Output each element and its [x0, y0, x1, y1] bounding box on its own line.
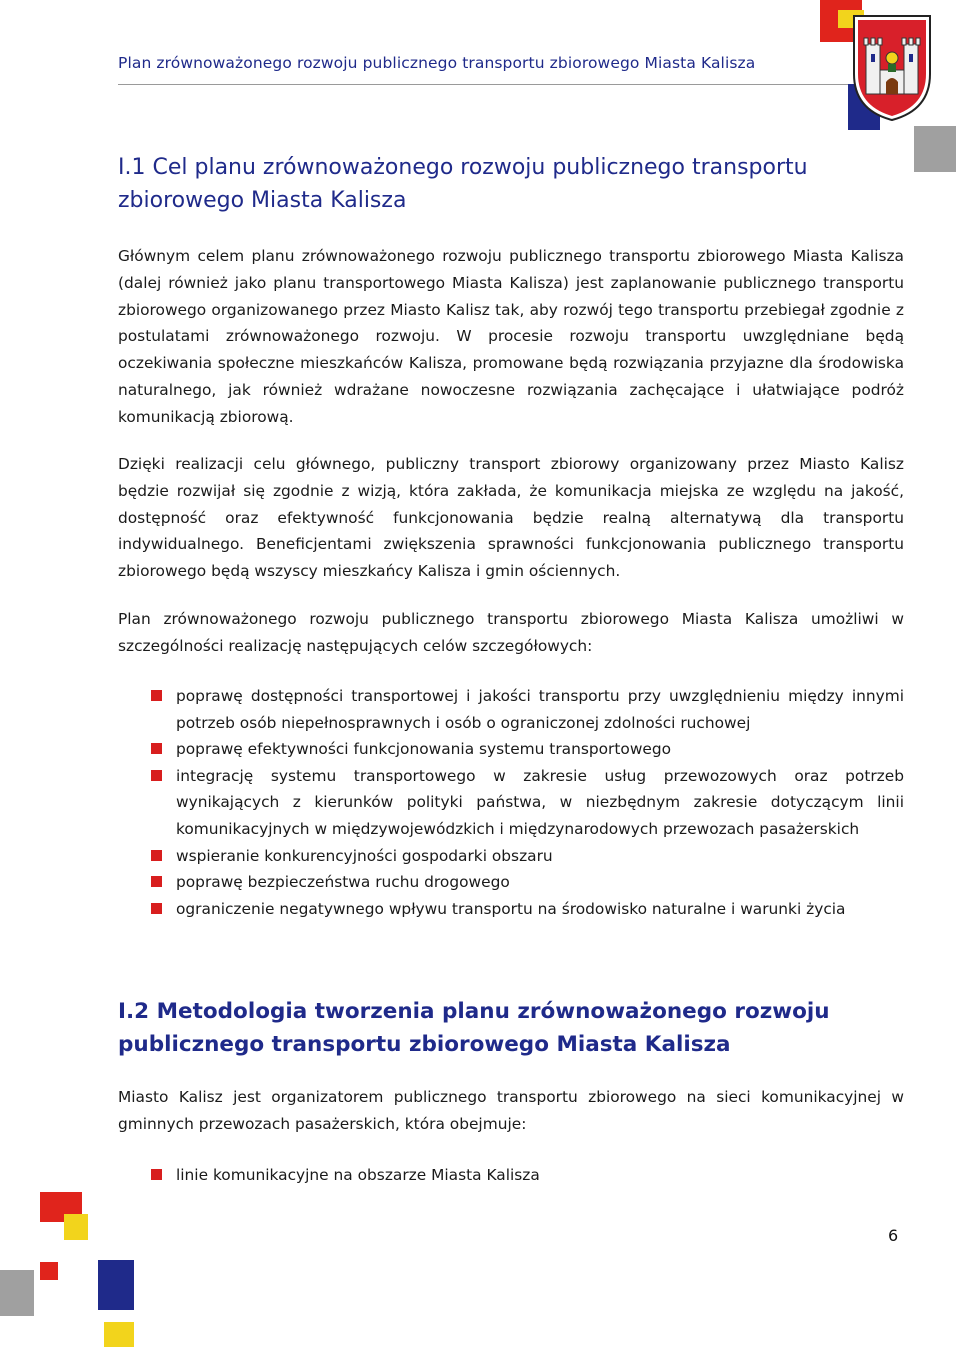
list-item: integrację systemu transportowego w zakresie usług przewozowych oraz potrzeb wynikających z kierunków polityki państwa, w niezbędnym zakresie dotyczącym linii komunikacyjnych w międzywojewódzkich i międzynarodowych przewozach pasażerskich — [118, 763, 904, 843]
deco-navy-square — [98, 1260, 134, 1310]
deco-yellow-square — [64, 1214, 88, 1240]
network-list — [118, 1162, 908, 1189]
bullet-square-icon — [151, 876, 162, 887]
running-header-title: Plan zrównoważonego rozwoju publicznego transportu zbiorowego Miasta Kalisza — [118, 54, 756, 72]
body-paragraph: Plan zrównoważonego rozwoju publicznego transportu zbiorowego Miasta Kalisza umożliwi w szczególności realizację następujących celów szczegółowych: — [118, 610, 904, 655]
section-heading — [118, 151, 908, 217]
body-paragraph: Głównym celem planu zrównoważonego rozwoju publicznego transportu zbiorowego Miasta Kalisza (dalej również jako planu transportowego Miasta Kalisza) jest zaplanowanie publicznego transportu zbiorowego organizowanego przez Miasto Kalisz tak, aby rozwój tego transportu przebiegał zgodnie z postulatami zrównoważonego rozwoju. W procesie rozwoju transportu uwzględniane będą oczekiwania społeczne mieszkańców Kalisza, promowane będą rozwiązania przyjazne dla środowiska naturalnego, jak również wdrażane nowoczesne rozwiązania zachęcające i ułatwiające podróż komunikacją zbiorową. — [118, 247, 904, 426]
body-paragraph: Dzięki realizacji celu głównego, publiczny transport zbiorowy organizowany przez Miasto Kalisz będzie rozwijał się zgodnie z wizją, która zakłada, że komunikacja miejska ze względu na jakość, dostępność oraz efektywność funkcjonowania będzie realną alternatywą dla transportu indywidualnego. Beneficjentami zwiększenia sprawności funkcjonowania publicznego transportu zbiorowego będą wszyscy mieszkańcy Kalisza i gmin ościennych. — [118, 455, 904, 581]
deco-yellow-square — [104, 1322, 134, 1347]
list-item: wspieranie konkurencyjności gospodarki obszaru — [118, 843, 904, 870]
list-item: poprawę bezpieczeństwa ruchu drogowego — [118, 869, 904, 896]
page-number: 6 — [888, 1226, 899, 1245]
list-item: linie komunikacyjne na obszarze Miasta Kalisza — [118, 1162, 904, 1189]
bullet-square-icon — [151, 690, 162, 701]
section-title: Metodologia tworzenia planu zrównoważonego rozwoju publicznego transportu zbiorowego Miasta Kalisza — [118, 999, 830, 1057]
bullet-square-icon — [151, 850, 162, 861]
kalisz-coat-of-arms-icon — [852, 14, 932, 122]
section-number: I.1 — [118, 155, 146, 180]
bullet-square-icon — [151, 770, 162, 781]
goals-list — [118, 683, 908, 922]
bullet-square-icon — [151, 743, 162, 754]
list-item: ograniczenie negatywnego wpływu transportu na środowisko naturalne i warunki życia — [118, 896, 904, 923]
list-item: poprawę dostępności transportowej i jakości transportu przy uwzględnieniu między innymi potrzeb osób niepełnosprawnych i osób o ograniczonej zdolności ruchowej — [118, 683, 904, 736]
bullet-square-icon — [151, 1169, 162, 1180]
section-heading — [118, 995, 908, 1061]
section-number: I.2 — [118, 999, 150, 1024]
header-divider — [118, 84, 912, 85]
deco-gray-square — [914, 126, 956, 172]
deco-gray-square — [0, 1270, 34, 1316]
bullet-square-icon — [151, 903, 162, 914]
deco-red-square — [40, 1262, 58, 1280]
section-title: Cel planu zrównoważonego rozwoju publicznego transportu zbiorowego Miasta Kalisza — [118, 155, 808, 213]
body-paragraph: Miasto Kalisz jest organizatorem publicznego transportu zbiorowego na sieci komunikacyjnej w gminnych przewozach pasażerskich, która obejmuje: — [118, 1088, 904, 1133]
list-item: poprawę efektywności funkcjonowania systemu transportowego — [118, 736, 904, 763]
footer-decoration — [0, 1190, 140, 1347]
